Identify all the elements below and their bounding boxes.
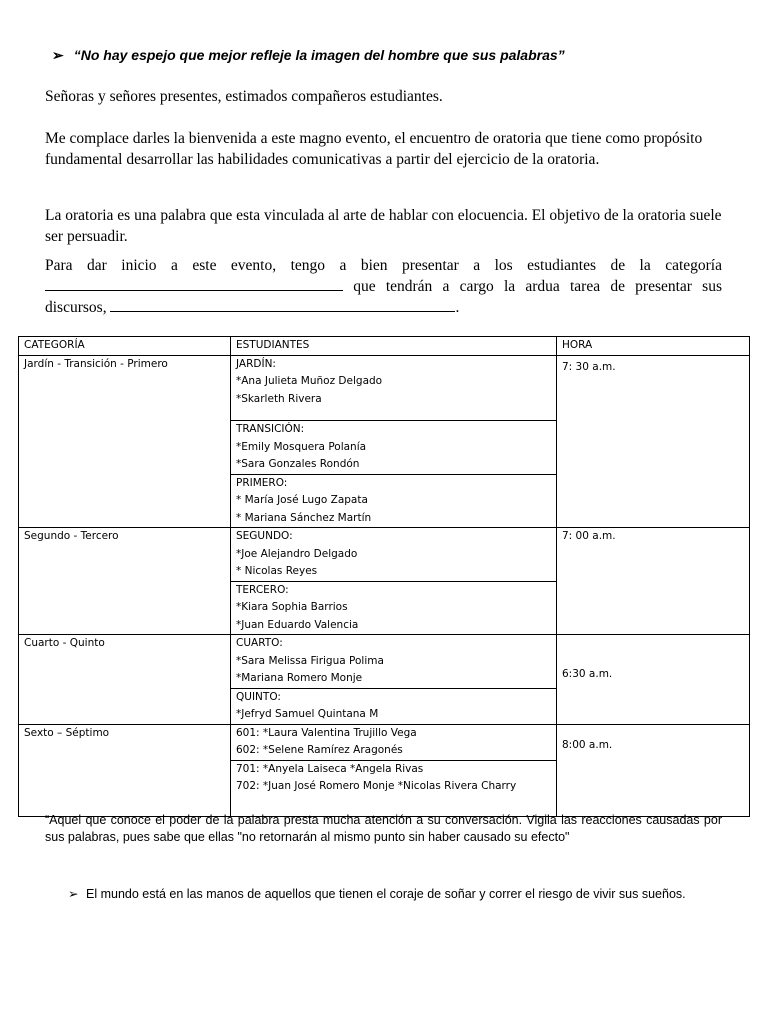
definition-paragraph: La oratoria es una palabra que esta vinculada al arte de hablar con elocuencia. El objetivo de la oratoria suele ser persuadir. — [45, 207, 722, 245]
footer-quote: “Aquel que conoce el poder de la palabra presta mucha atención a su conversación. Vigila las reacciones causadas por sus palabras, pues sabe que ellas "no retornarán al mismo punto sin haber causado su efecto" — [45, 813, 722, 844]
time-cell — [557, 724, 750, 816]
header-time: HORA — [557, 337, 750, 356]
students-cell — [231, 581, 557, 635]
student-name: *Ana Julieta Muñoz Delgado — [236, 375, 383, 387]
time-text: 8:00 a.m. — [562, 739, 613, 751]
student-name: *Sara Melissa Firigua Polima — [236, 654, 384, 667]
student-name: *Skarleth Rivera — [236, 392, 322, 405]
table-row — [19, 355, 750, 421]
student-name: *Mariana Romero Monje — [236, 672, 363, 684]
student-name: *Joe Alejandro Delgado — [236, 547, 358, 560]
student-name: 702: *Juan José Romero Monje *Nicolas Rivera Charry — [236, 780, 517, 792]
arrow-bullet-icon: ➢ — [68, 887, 79, 901]
table-row — [19, 528, 750, 582]
category-cell: Cuarto - Quinto — [19, 635, 231, 725]
student-name: 701: *Anyela Laiseca *Angela Rivas — [236, 762, 424, 775]
group-title: QUINTO: — [236, 690, 281, 703]
time-cell: 7: 00 a.m. — [557, 528, 750, 635]
group-title: JARDÍN: — [236, 357, 276, 370]
speech-blank-line — [110, 297, 455, 312]
students-cell — [231, 724, 557, 760]
table-row — [19, 635, 750, 689]
greeting-paragraph: Señoras y señores presentes, estimados compañeros estudiantes. — [45, 88, 443, 105]
category-cell: Sexto – Séptimo — [19, 724, 231, 816]
table-row — [19, 724, 750, 760]
group-title: SEGUNDO: — [236, 530, 293, 542]
header-category: CATEGORÍA — [19, 337, 231, 356]
category-blank-line — [45, 276, 343, 291]
time-text: 7: 30 a.m. — [562, 361, 616, 374]
student-name: * Nicolas Reyes — [236, 565, 318, 577]
student-name: *Kiara Sophia Barrios — [236, 601, 348, 613]
time-text: 6:30 a.m. — [562, 668, 613, 680]
intro-text-3: discursos, — [45, 299, 107, 316]
student-name: * María José Lugo Zapata — [236, 494, 368, 506]
students-cell — [231, 474, 557, 528]
students-cell — [231, 421, 557, 475]
intro-text-1: Para dar inicio a este evento, tengo a bien presentar a los estudiantes de la categoría — [45, 257, 722, 274]
student-name: *Emily Mosquera Polanía — [236, 440, 367, 453]
intro-paragraph — [45, 255, 722, 318]
table-header-row — [19, 337, 750, 356]
schedule-table — [18, 336, 750, 817]
students-cell — [231, 355, 557, 421]
students-cell — [231, 760, 557, 816]
category-cell: Jardín - Transición - Primero — [19, 355, 231, 528]
student-name: 601: *Laura Valentina Trujillo Vega — [236, 726, 417, 739]
header-students: ESTUDIANTES — [231, 337, 557, 356]
students-cell — [231, 528, 557, 582]
student-name: *Sara Gonzales Rondón — [236, 458, 360, 470]
student-name: * Mariana Sánchez Martín — [236, 511, 372, 524]
group-title: CUARTO: — [236, 637, 283, 649]
arrow-bullet-icon: ➢ — [52, 47, 64, 63]
intro-text-4: . — [455, 299, 460, 316]
students-cell — [231, 688, 557, 724]
time-cell — [557, 635, 750, 725]
group-title: PRIMERO: — [236, 476, 288, 489]
time-cell — [557, 355, 750, 528]
welcome-paragraph: Me complace darles la bienvenida a este magno evento, el encuentro de oratoria que tiene como propósito fundamental desarrollar las habilidades comunicativas a partir del ejercicio de la oratoria. — [45, 130, 703, 168]
header-quote-text: “No hay espejo que mejor refleje la imagen del hombre que sus palabras” — [73, 47, 565, 63]
student-name: 602: *Selene Ramírez Aragonés — [236, 744, 403, 756]
footer-bullet-text: El mundo está en las manos de aquellos que tienen el coraje de soñar y correr el riesgo de vivir sus sueños. — [86, 887, 686, 901]
category-cell: Segundo - Tercero — [19, 528, 231, 635]
intro-text-2: que tendrán a cargo la ardua tarea de presentar sus — [353, 278, 722, 295]
group-title: TERCERO: — [236, 583, 289, 596]
student-name: *Jefryd Samuel Quintana M — [236, 708, 379, 720]
header-quote — [52, 47, 732, 64]
group-title: TRANSICIÓN: — [236, 423, 305, 435]
footer-bullet-item — [68, 886, 724, 903]
students-cell — [231, 635, 557, 689]
student-name: *Juan Eduardo Valencia — [236, 618, 359, 631]
